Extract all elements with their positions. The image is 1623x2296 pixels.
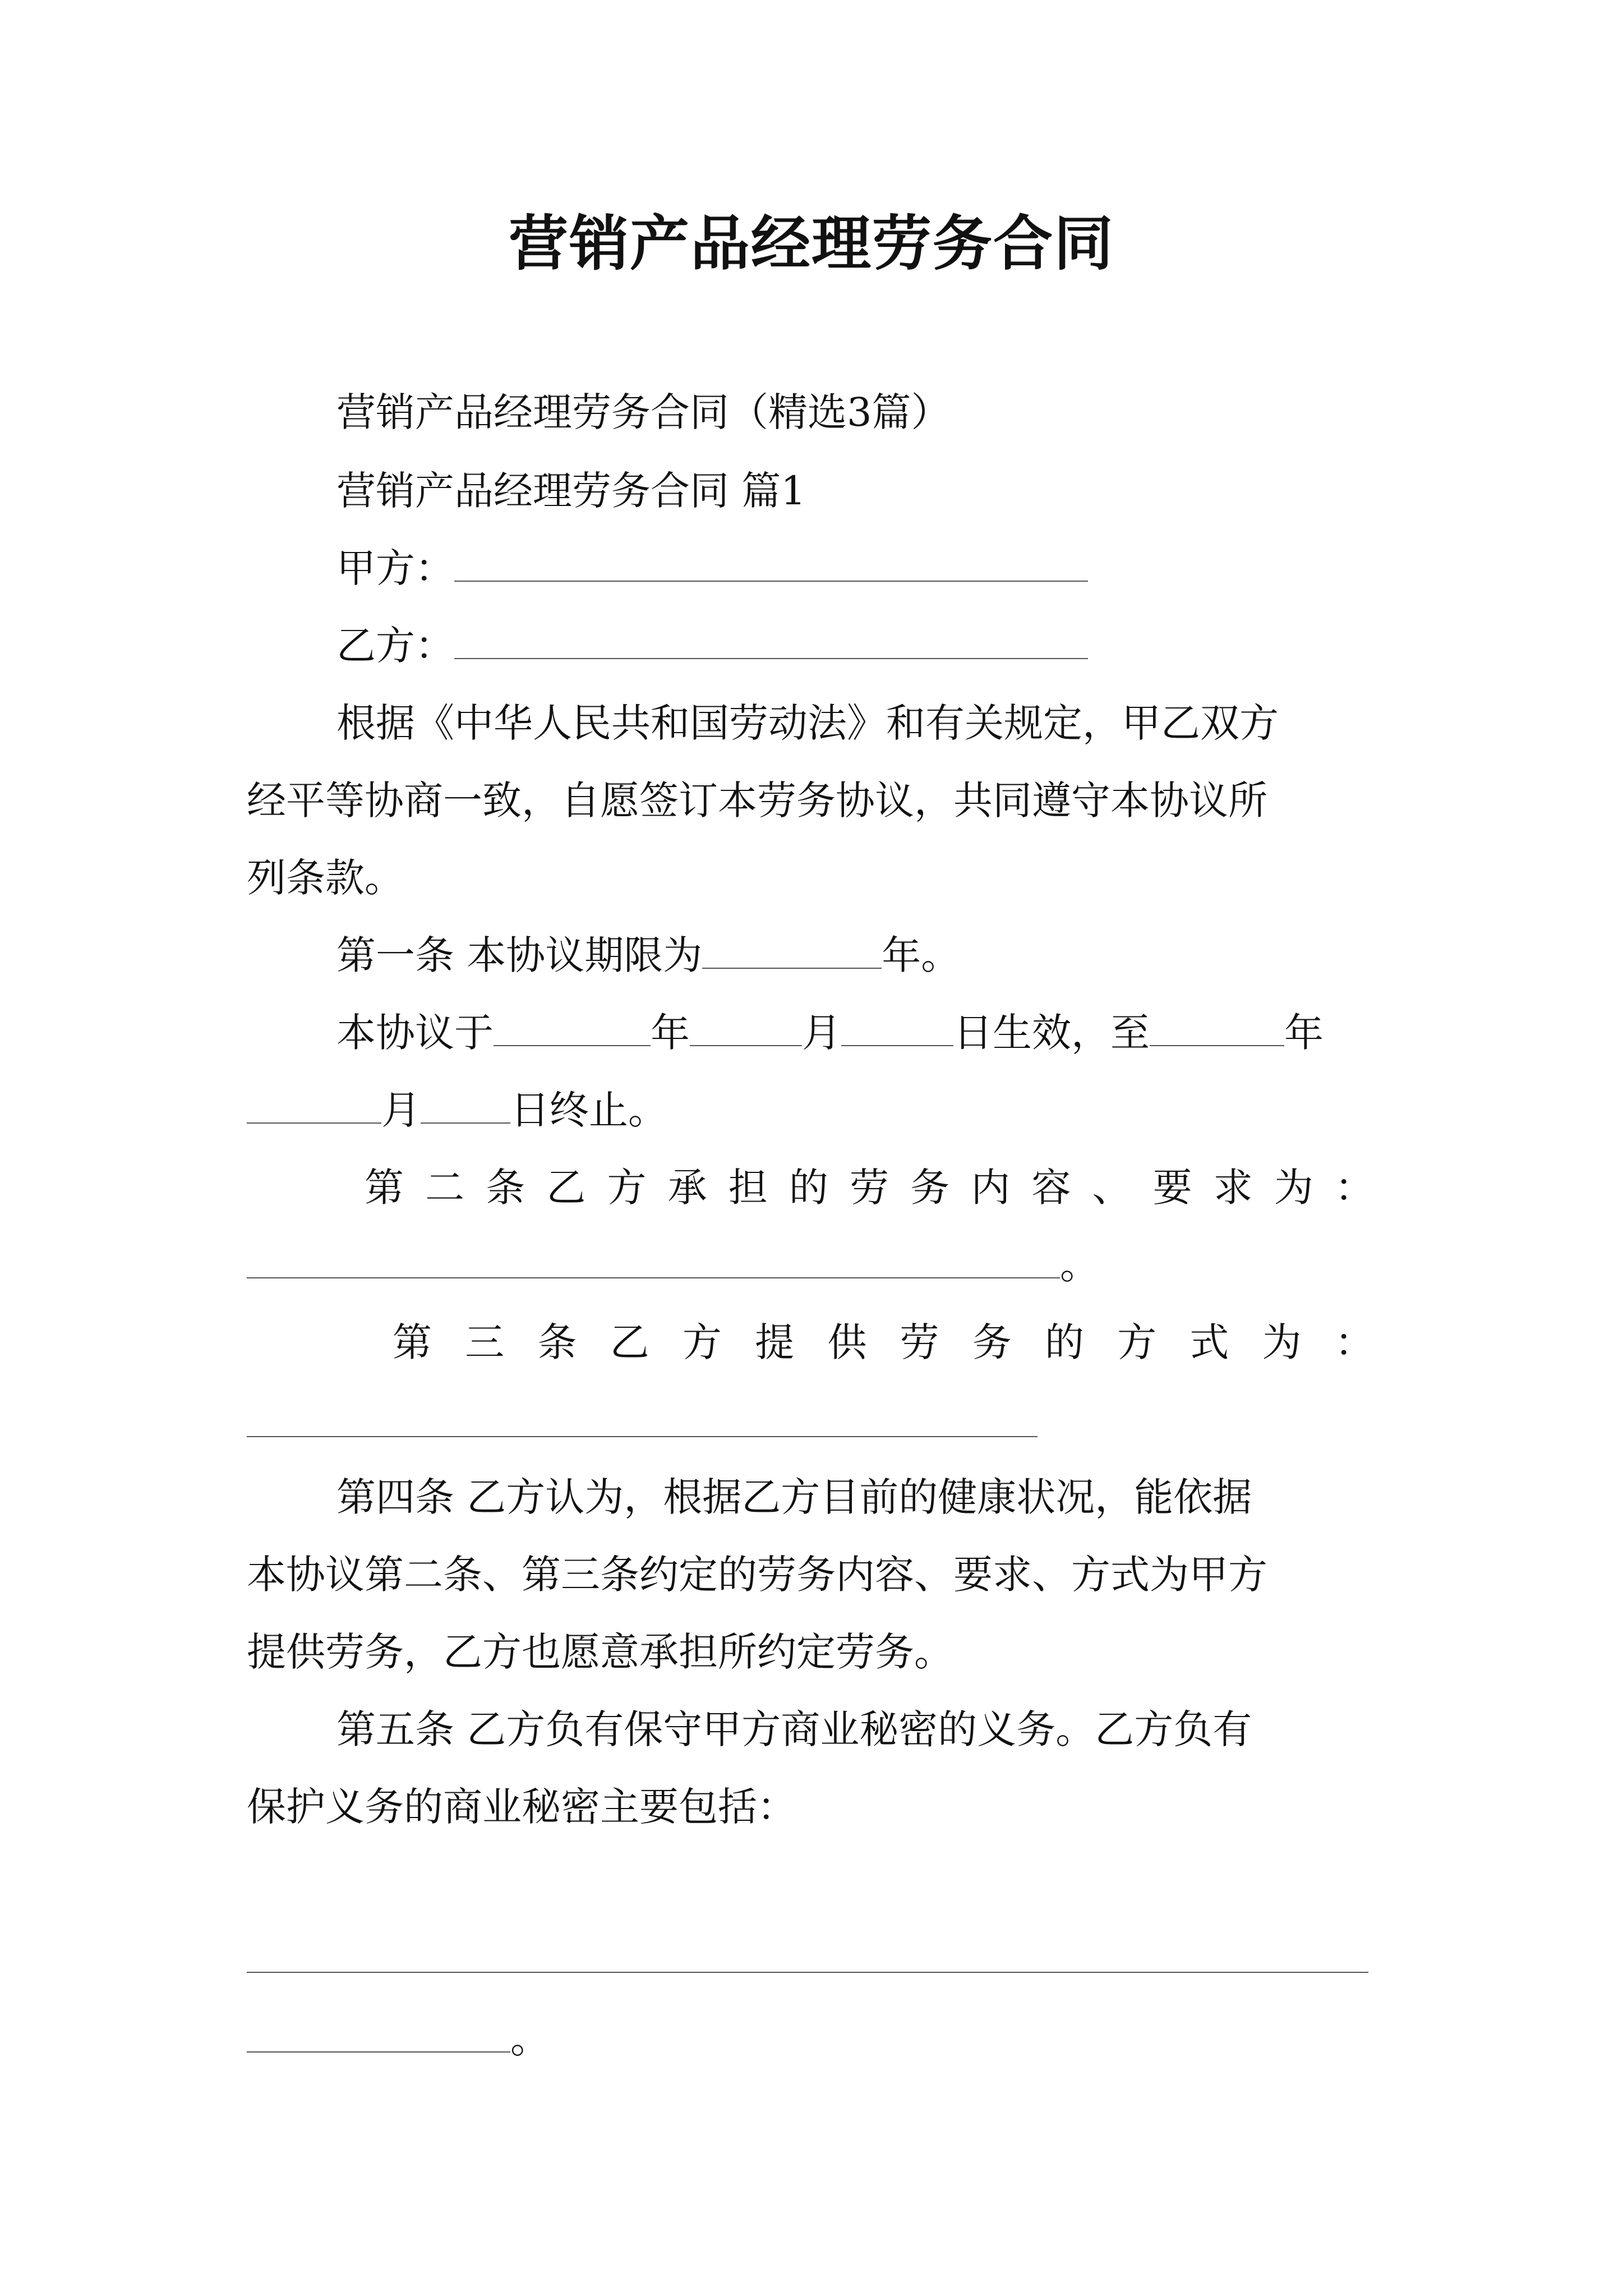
document-subtitle: 营销产品经理劳务合同（精选3篇）: [336, 389, 951, 435]
party-a-blank[interactable]: [454, 544, 1088, 582]
article-3-char: 式: [1189, 1319, 1229, 1365]
end-month-label: 月: [381, 1087, 421, 1133]
article-2-char: ：: [1335, 1165, 1374, 1211]
article-4-line-3: 提供劳务，乙方也愿意承担所约定劳务。: [247, 1629, 953, 1675]
article-3-char: 方: [1117, 1319, 1157, 1365]
article-3-char: 三: [465, 1319, 505, 1365]
article-3-char: 务: [972, 1319, 1012, 1365]
article-1-suffix: 年。: [882, 932, 961, 978]
end-day-blank[interactable]: [421, 1085, 510, 1124]
article-3-char: 提: [755, 1319, 795, 1365]
start-month-blank[interactable]: [690, 1008, 802, 1046]
article-3-char: 条: [537, 1319, 577, 1365]
article-4-line-1: 第四条 乙方认为，根据乙方目前的健康状况，能依据: [336, 1474, 1252, 1520]
effective-line-1: [336, 1007, 1324, 1058]
article-2-char: 求: [1213, 1165, 1253, 1211]
article-2-char: 容: [1031, 1165, 1071, 1211]
article-2-char: 的: [789, 1165, 828, 1211]
party-b-label: 乙方：: [336, 623, 454, 669]
article-3-char: 供: [827, 1319, 867, 1365]
article-2-char: 劳: [850, 1165, 889, 1211]
article-2-end: 。: [1060, 1242, 1099, 1288]
article-2-answer-line: [247, 1240, 1099, 1290]
article-2-char: 为: [1274, 1165, 1313, 1211]
article-4-line-2: 本协议第二条、第三条约定的劳务内容、要求、方式为甲方: [247, 1552, 1267, 1598]
article-3-char: 第: [393, 1319, 432, 1365]
term-years-blank[interactable]: [702, 931, 882, 969]
article-2-char: 条: [486, 1165, 525, 1211]
article-5-line-2: 保护义务的商业秘密主要包括：: [247, 1784, 796, 1830]
article-3-heading: [393, 1317, 1374, 1368]
end-day-label: 日终止。: [510, 1087, 667, 1133]
article-2-char: 务: [910, 1165, 950, 1211]
article-5-line-1: 第五条 乙方负有保守甲方商业秘密的义务。乙方负有: [336, 1706, 1252, 1752]
article-5-end: 。: [510, 2016, 550, 2062]
start-day-blank[interactable]: [841, 1008, 953, 1046]
article-3-blank[interactable]: [247, 1436, 1038, 1437]
document-title: 营销产品经理劳务合同: [509, 208, 1114, 278]
start-year-label: 年: [651, 1010, 690, 1056]
effective-line-2: [247, 1085, 667, 1135]
article-3-char: ：: [1334, 1319, 1374, 1365]
preamble-line-1: 根据《中华人民共和国劳动法》和有关规定，甲乙双方: [336, 700, 1279, 746]
article-2-char: 第: [365, 1165, 404, 1211]
end-month-blank[interactable]: [247, 1085, 381, 1124]
start-month-label: 月: [802, 1010, 841, 1056]
end-year-label: 年: [1284, 1010, 1324, 1056]
article-2-char: 、: [1092, 1165, 1132, 1211]
article-3-char: 方: [682, 1319, 722, 1365]
party-b-blank[interactable]: [454, 621, 1088, 659]
article-3-char: 的: [1044, 1319, 1084, 1365]
article-2-blank[interactable]: [247, 1240, 1060, 1278]
article-2-char: 承: [667, 1165, 707, 1211]
article-3-char: 为: [1262, 1319, 1302, 1365]
article-2-char: 担: [728, 1165, 768, 1211]
article-3-char: 劳: [900, 1319, 939, 1365]
article-2-heading: [365, 1162, 1374, 1213]
article-1-prefix: 第一条 本协议期限为: [336, 932, 703, 978]
party-a-line: [336, 543, 1088, 593]
preamble-line-3: 列条款。: [247, 855, 404, 901]
article-5-last-line: [247, 2014, 550, 2064]
article-5-blank-2[interactable]: [247, 2014, 510, 2053]
start-day-label: 日生效，至: [953, 1010, 1150, 1056]
article-2-char: 方: [607, 1165, 647, 1211]
article-5-blank-1[interactable]: [247, 1972, 1368, 1973]
preamble-line-2: 经平等协商一致，自愿签订本劳务协议，共同遵守本协议所: [247, 777, 1267, 823]
article-1: [336, 930, 960, 981]
start-year-blank[interactable]: [494, 1008, 651, 1046]
party-b-line: [336, 620, 1088, 671]
article-2-char: 要: [1152, 1165, 1192, 1211]
article-2-char: 乙: [546, 1165, 586, 1211]
article-3-char: 乙: [610, 1319, 649, 1365]
article-2-char: 内: [971, 1165, 1011, 1211]
party-a-label: 甲方：: [336, 545, 454, 591]
effective-prefix: 本协议于: [336, 1010, 494, 1056]
article-2-char: 二: [425, 1165, 465, 1211]
end-year-blank[interactable]: [1150, 1008, 1284, 1046]
section-heading: 营销产品经理劳务合同 篇1: [336, 468, 806, 514]
